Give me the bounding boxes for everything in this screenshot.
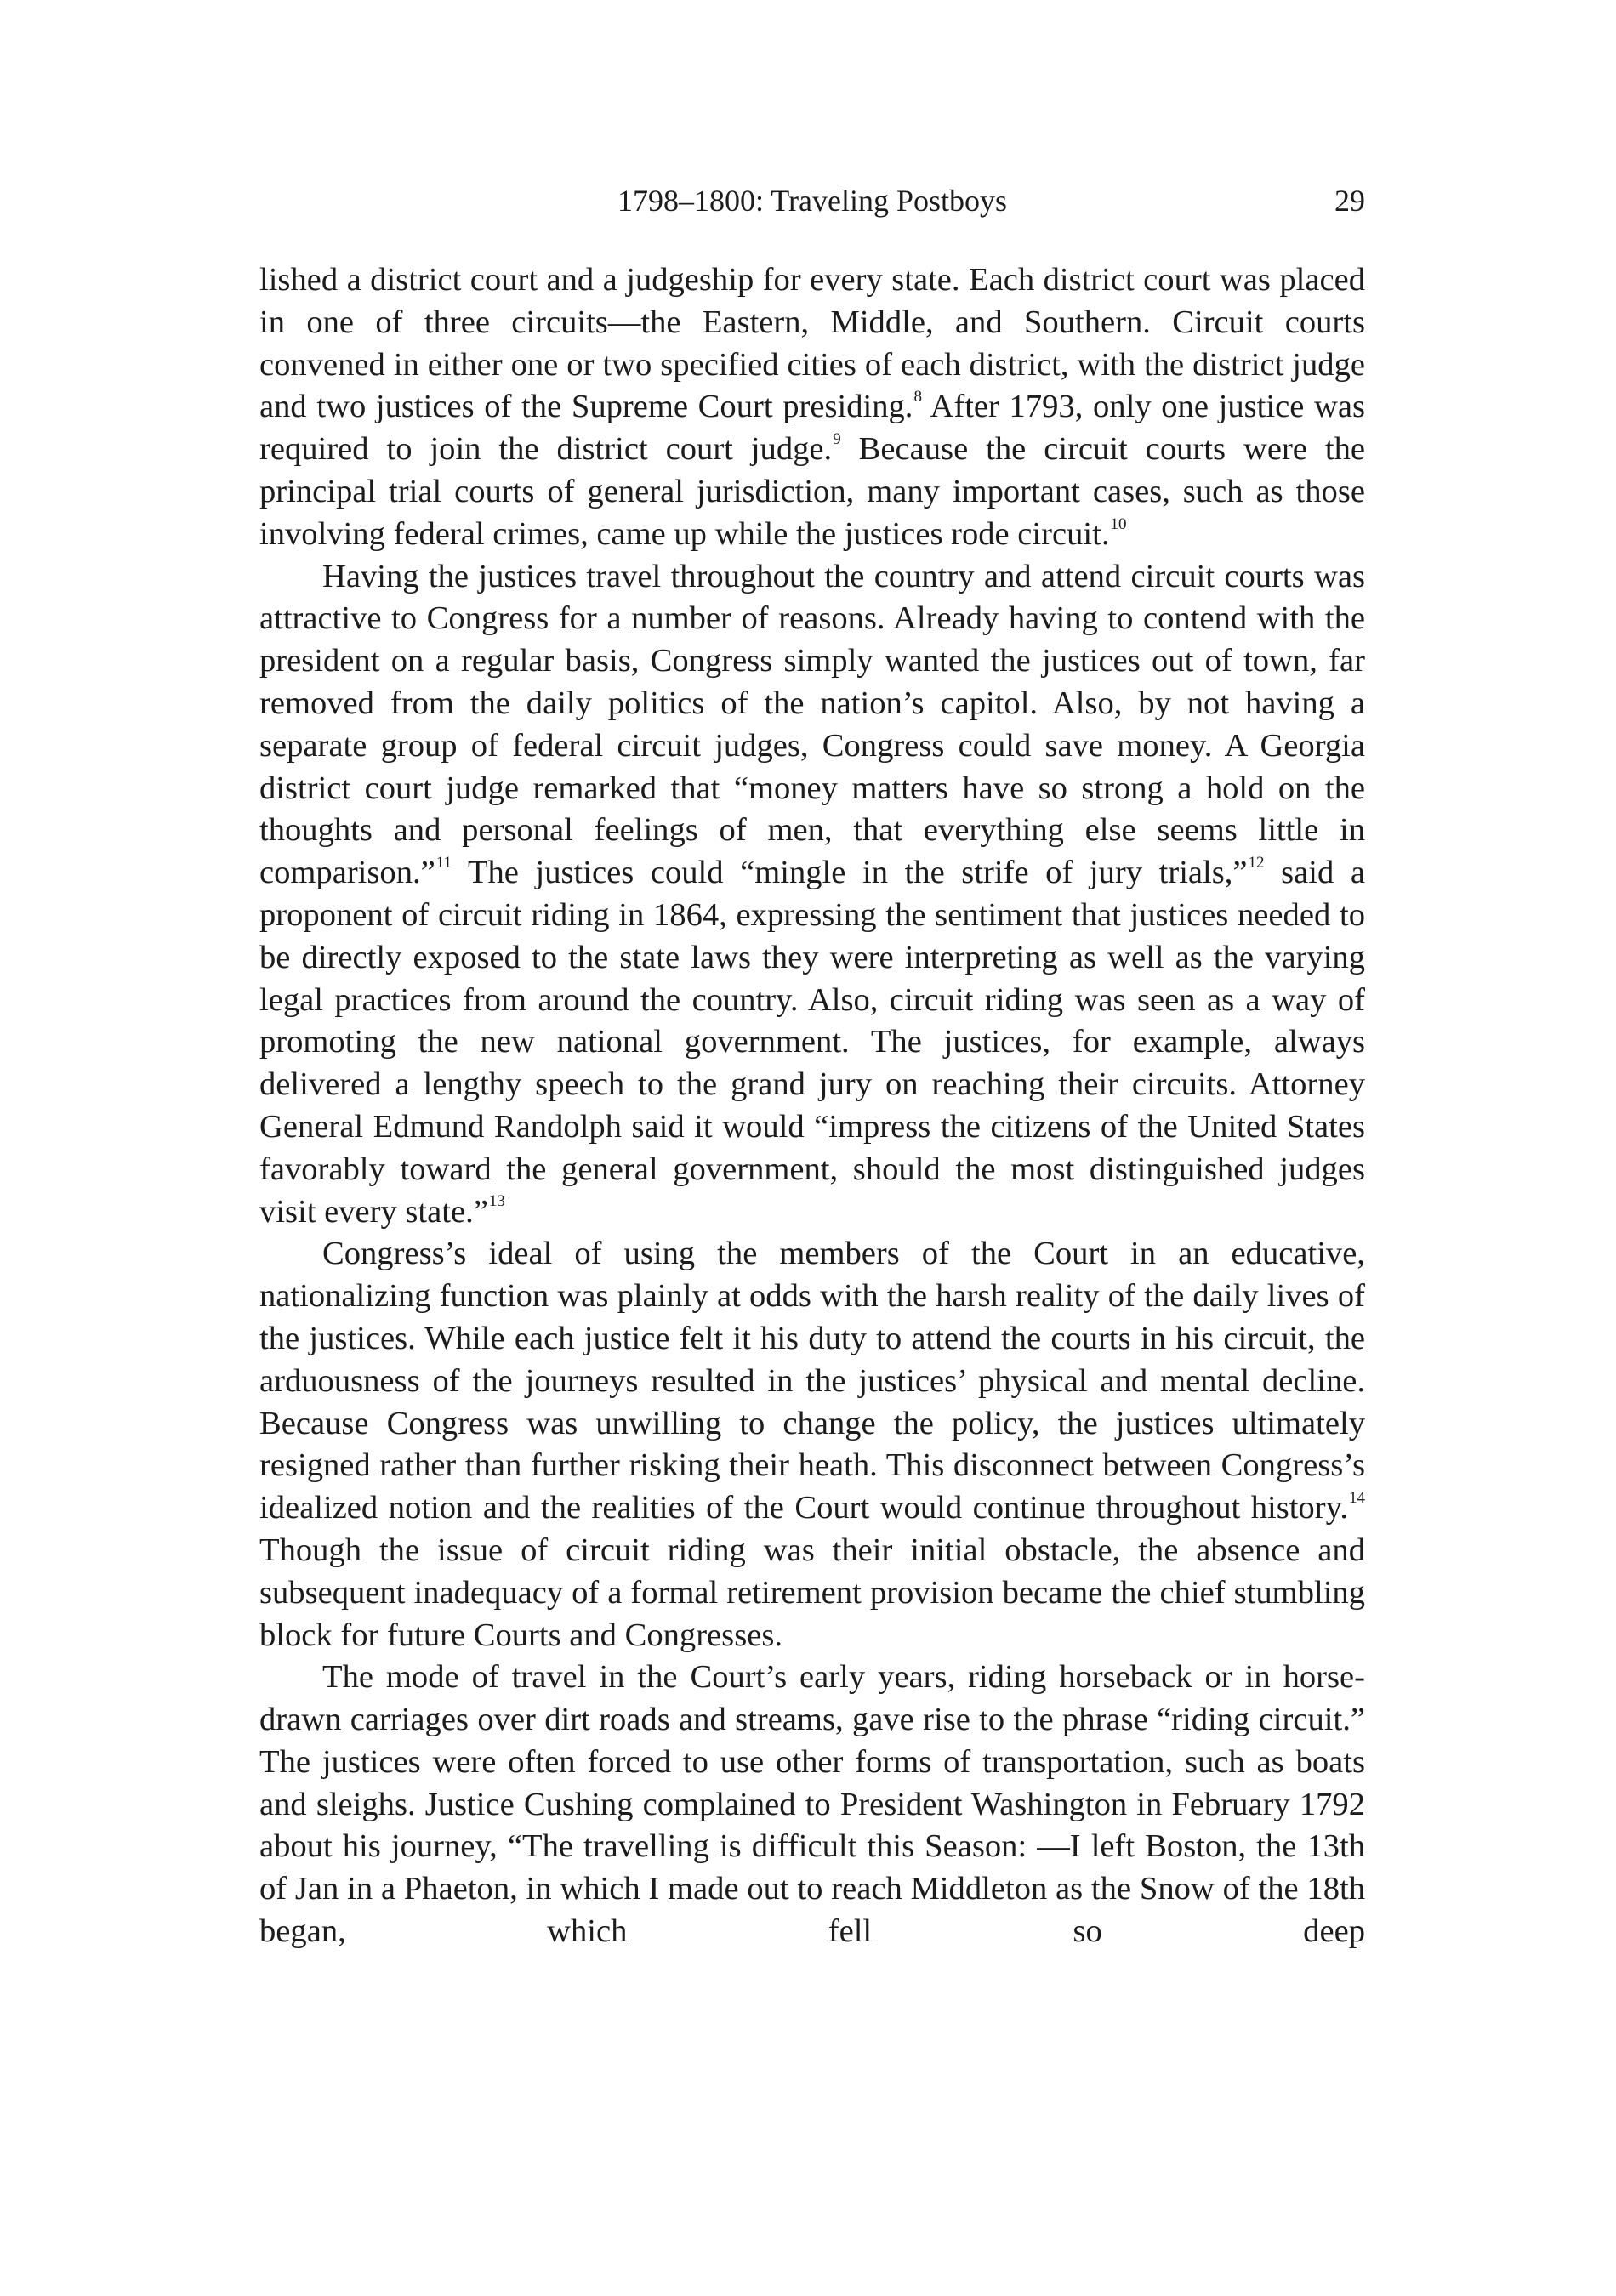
paragraph-text: Though the issue of circuit riding was their initial obstacle, the absence and subsequent inadequacy of a formal retirement provision became the chief stumbling block for future Courts and Congresses. [259, 1532, 1365, 1653]
footnote-reference: 14 [1349, 1489, 1365, 1508]
paragraph-text: lished a district court and a judgeship for every state. Each district court was placed in one of three circuits—the Eastern, Middle, and Southern. Circuit courts convened in either one or two specified cities of each district, with the district judge and two justices of the Supreme Court presiding. [259, 262, 1365, 425]
paragraph-text: The mode of travel in the Court’s early years, riding horseback or in horse-drawn carriages over dirt roads and streams, gave rise to the phrase “riding circuit.” The justices were often forced to use other forms of transportation, such as boats and sleighs. Justice Cushing complained to President Washington in February 1792 about his journey, “The travelling is difficult this Season: —I left Boston, the 13th of Jan in a Phaeton, in which I made out to reach Middleton as the Snow of the 18th began, which fell so deep [259, 1659, 1365, 1950]
footnote-reference: 10 [1110, 514, 1127, 533]
paragraph-3 [259, 1233, 1365, 1657]
paragraph-text: Having the justices travel throughout the country and attend circuit courts was attractive to Congress for a number of reasons. Already having to contend with the president on a regular basis, Congress simply wanted the justices out of town, far removed from the daily politics of the nation’s capitol. Also, by not having a separate group of federal circuit judges, Congress could save money. A Georgia district court judge remarked that “money matters have so strong a hold on the thoughts and personal feelings of men, that everything else seems little in comparison.” [259, 558, 1365, 891]
paragraph-text: Congress’s ideal of using the members of the Court in an educative, nationalizing function was plainly at odds with the harsh reality of the daily lives of the justices. While each justice felt it his duty to attend the courts in his circuit, the arduousness of the journeys resulted in the justices’ physical and mental decline. Because Congress was unwilling to change the policy, the justices ultimately resigned rather than further risking their heath. This disconnect between Congress’s idealized notion and the realities of the Court would continue throughout history. [259, 1236, 1365, 1526]
footnote-reference: 9 [833, 430, 841, 449]
paragraph-text: After 1793, only one justice was required to join the district court judge. [259, 389, 1366, 468]
footnote-reference: 11 [435, 854, 452, 872]
paragraph-4 [259, 1657, 1365, 1953]
running-head [259, 177, 1365, 224]
footnote-reference: 12 [1248, 854, 1265, 872]
footnote-reference: 13 [488, 1192, 505, 1211]
paragraph-text: Because the circuit courts were the principal trial courts of general jurisdiction, many important cases, such as those involving federal crimes, came up while the justices rode circuit. [259, 431, 1366, 552]
paragraph-1 [259, 259, 1365, 556]
page-number: 29 [1334, 184, 1365, 218]
body-text [259, 259, 1365, 1953]
paragraph-text: said a proponent of circuit riding in 1864, expressing the sentiment that justices needed to be directly exposed to the state laws they were interpreting as well as the varying legal practices from around the country. Also, circuit riding was seen as a way of promoting the new national government. The justices, for example, always delivered a lengthy speech to the grand jury on reaching their circuits. Attorney General Edmund Randolph said it would “impress the citizens of the United States favorably toward the general government, should the most distinguished judges visit every state.” [259, 855, 1365, 1230]
paragraph-text: The justices could “mingle in the strife of jury trials,” [452, 855, 1248, 891]
footnote-reference: 8 [913, 388, 922, 406]
running-head-title: 1798–1800: Traveling Postboys [617, 184, 1008, 218]
paragraph-2 [259, 556, 1365, 1234]
